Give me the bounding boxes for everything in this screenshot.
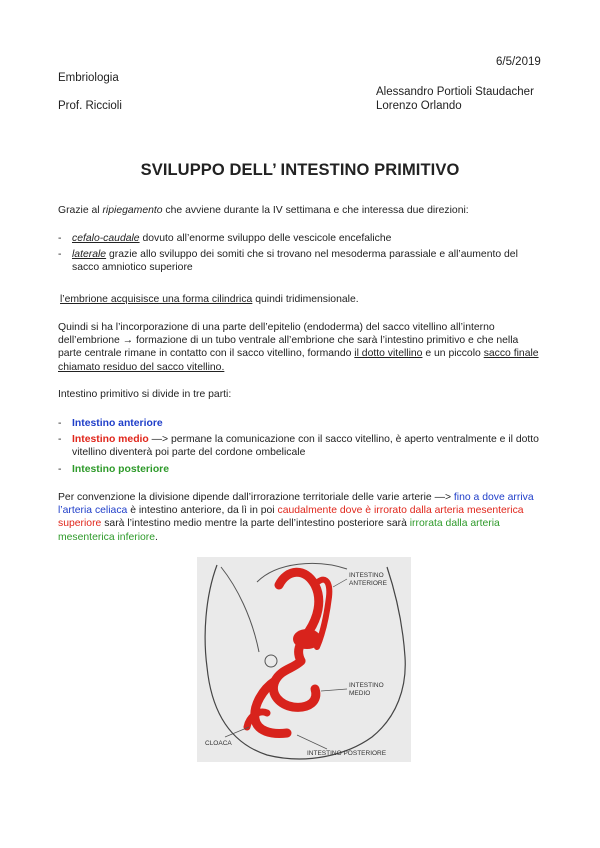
directions-list (58, 232, 540, 275)
midgut-loop (273, 661, 315, 707)
list-item (58, 433, 544, 459)
p2-part2: e un piccolo (422, 348, 484, 360)
label-anterior-1: INTESTINO (349, 572, 384, 579)
list-item (58, 232, 540, 245)
subject: Embriologia (58, 72, 119, 84)
intro-term: ripiegamento (102, 205, 163, 216)
p2-part1: Quindi si ha l’incorporazione di una parte dell’epitelio (endoderma) del sacco vitellino all’interno dell’embrione → formazione di un tubo ventrale all’embrione che sarà l’intestino primitivo e che nella parte centrale rimane in contatto con il sacco vitellino, formando (58, 322, 519, 360)
paragraph-incorporation (58, 321, 542, 374)
p2-underline-1: il dotto vitellino (354, 348, 423, 360)
label-middle-1: INTESTINO (349, 682, 384, 689)
pointer-posterior (297, 735, 327, 749)
division-intro: Intestino primitivo si divide in tre parti: (58, 389, 232, 400)
list-item (58, 417, 544, 430)
page-title: SVILUPPO DELL’ INTESTINO PRIMITIVO (140, 161, 460, 179)
list-item (58, 463, 544, 476)
intro-pre: Grazie al (58, 205, 103, 216)
parts-list (58, 417, 544, 476)
label-cloaca: CLOACA (205, 740, 232, 747)
p3-s7: . (155, 531, 158, 543)
part-name-posterior: Intestino posteriore (72, 463, 169, 475)
p3-celiac: fino a dove arriva l’arteria celiaca (58, 492, 534, 517)
direction-term: laterale (72, 249, 107, 261)
author-2: Lorenzo Orlando (376, 100, 462, 112)
stomach-shape (293, 629, 321, 649)
p3-inferior-mesenteric: irrorata dalla arteria mesenterica inferiore (58, 518, 500, 543)
author-1: Alessandro Portioli Staudacher (376, 86, 534, 98)
part-name-middle: Intestino medio (72, 434, 149, 446)
direction-term: cefalo-caudale (72, 233, 140, 244)
direction-text: dovuto all’enorme sviluppo delle vescicole encefaliche (139, 233, 392, 244)
intro-post: che avviene durante la IV settimana e che interessa due direzioni: (162, 205, 469, 216)
p2-underline-2: sacco finale chiamato residuo del sacco vitellino. (58, 348, 539, 373)
professor: Prof. Riccioli (58, 100, 122, 112)
direction-text: grazie allo sviluppo dei somiti che si trovano nel mesoderma parassiale e all’aumento del sacco amniotico superiore (72, 249, 518, 274)
bullet: - (58, 233, 62, 244)
vitelline-duct-mark (265, 655, 277, 667)
part-name-anterior: Intestino anteriore (72, 418, 163, 429)
pointer-middle (321, 689, 347, 691)
p3-s1: Per convenzione la divisione dipende dall’irrorazione territoriale delle varie arterie —> (58, 492, 454, 503)
embryo-diagram (197, 557, 411, 762)
part-text-middle: —> permane la comunicazione con il sacco vitellino, è aperto ventralmente e il dotto vitellino diventerà poi parte del cordone ombelicale (72, 434, 539, 459)
result-rest: quindi tridimensionale. (252, 294, 359, 305)
intro-paragraph (58, 204, 548, 217)
bullet: - (58, 249, 62, 261)
p3-superior-mesenteric: caudalmente dove è irrorato dalla arteria mesenterica superiore (58, 505, 524, 530)
date: 6/5/2019 (496, 56, 541, 68)
label-posterior: INTESTINO POSTERIORE (307, 750, 387, 757)
neural-fold-line (221, 567, 259, 652)
label-anterior-2: ANTERIORE (349, 580, 387, 587)
bullet: - (58, 434, 62, 446)
primitive-gut-figure (197, 557, 411, 762)
pointer-anterior (333, 579, 347, 587)
list-item (58, 248, 540, 274)
result-underlined: l’embrione acquisisce una forma cilindrica (60, 294, 253, 305)
paragraph-arteries (58, 491, 542, 544)
bullet: - (58, 463, 62, 475)
p3-s5: sarà l’intestino medio mentre la parte dell’intestino posteriore sarà (101, 518, 410, 530)
result-sentence (60, 293, 550, 306)
p3-s3: è intestino anteriore, da lì in poi (127, 505, 278, 517)
bullet: - (58, 418, 62, 429)
label-middle-2: MEDIO (349, 690, 371, 697)
